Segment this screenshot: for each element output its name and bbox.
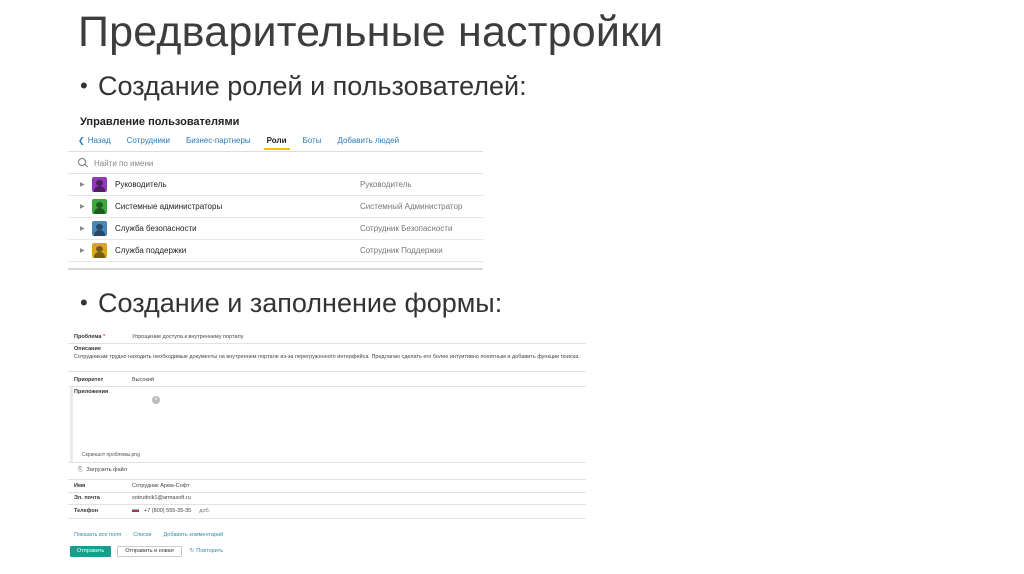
phone-number: +7 (800) 555-35-35 [144, 508, 192, 514]
priority-label: Приоритет [74, 377, 104, 383]
tab-business-partners[interactable]: Бизнес-партнеры [185, 136, 251, 145]
row-divider [68, 343, 586, 344]
problem-label-text: Проблема [74, 334, 102, 340]
phone-ext: доб. [199, 508, 211, 514]
tab-roles[interactable]: Роли [267, 135, 287, 150]
row-divider [68, 462, 586, 463]
user-management-tabs [78, 135, 415, 150]
expand-arrow-icon[interactable]: ▶ [80, 182, 85, 188]
upload-file-button[interactable] [78, 467, 127, 474]
role-row[interactable] [68, 196, 483, 218]
row-divider [68, 371, 586, 372]
bullet-form-text: Создание и заполнение формы: [98, 288, 503, 318]
bullet-form [80, 288, 502, 319]
bullet-dot: • [80, 290, 88, 315]
bullet-roles [80, 71, 527, 102]
attachments-label: Приложения [74, 389, 109, 395]
upload-label: Загрузить файл [86, 467, 127, 473]
role-title: Сотрудник Поддержки [360, 246, 443, 255]
search-field[interactable] [78, 155, 473, 171]
back-link[interactable] [78, 135, 111, 150]
role-name: Служба поддержки [115, 246, 187, 255]
search-icon [78, 158, 88, 168]
phone-label: Телефон [74, 508, 99, 514]
bullet-dot: • [80, 73, 88, 98]
user-management-panel [68, 110, 483, 270]
remove-attachment-icon[interactable]: × [152, 396, 160, 404]
panel-bottom-border [68, 268, 483, 270]
row-divider [68, 518, 586, 519]
phone-input[interactable] [132, 508, 210, 514]
row-divider [68, 492, 586, 493]
expand-arrow-icon[interactable]: ▶ [80, 204, 85, 210]
submit-button[interactable]: Отправить [70, 546, 111, 557]
lists-link[interactable]: Списки [133, 532, 152, 538]
tab-employees[interactable]: Сотрудники [126, 136, 170, 145]
row-divider [68, 504, 586, 505]
expand-arrow-icon[interactable]: ▶ [80, 248, 85, 254]
role-row[interactable] [68, 218, 483, 240]
tab-bots[interactable]: Боты [302, 136, 322, 145]
role-group-icon [92, 177, 107, 192]
slide-title: Предварительные настройки [78, 8, 664, 56]
expand-arrow-icon[interactable]: ▶ [80, 226, 85, 232]
attachment-area [70, 387, 73, 463]
add-comment-link[interactable]: Добавить комментарий [163, 532, 224, 538]
roles-list [68, 174, 483, 262]
description-textarea[interactable]: Сотрудникам трудно находить необходимые документы на внутреннем портале из-за перегруженного интерфейса. Предлагаю сделать его более интуитивно понятным и добавить функции поиска. [74, 354, 580, 360]
user-management-title: Управление пользователями [80, 116, 240, 128]
name-label: Имя [74, 483, 86, 489]
submit-and-new-button[interactable]: Отправить и новая [117, 546, 181, 557]
chevron-left-icon: ❮ [78, 136, 85, 145]
attachment-filename[interactable]: Скриншот проблемы.png [82, 452, 140, 458]
row-divider [68, 479, 586, 480]
role-group-icon [92, 199, 107, 214]
role-name: Служба безопасности [115, 224, 197, 233]
priority-select[interactable]: Высокий [132, 377, 155, 383]
email-label: Эл. почта [74, 495, 100, 501]
request-form [68, 328, 586, 564]
name-input[interactable]: Сотрудник Арма-Софт [132, 483, 190, 489]
repeat-button[interactable] [188, 546, 225, 557]
problem-input[interactable]: Упрощение доступа к внутреннему порталу [132, 334, 244, 340]
required-mark: * [102, 334, 106, 340]
repeat-icon: ↻ [189, 548, 195, 554]
form-links [74, 532, 235, 538]
search-placeholder: Найти по имени [94, 158, 154, 168]
paperclip-icon: ⎘ [78, 467, 83, 473]
email-input[interactable]: sotrudnik1@armasoft.ru [132, 495, 191, 501]
role-title: Руководитель [360, 180, 412, 189]
role-name: Руководитель [115, 180, 167, 189]
form-actions [70, 546, 231, 557]
show-all-fields-link[interactable]: Показать все поля [74, 532, 122, 538]
role-group-icon [92, 243, 107, 258]
role-title: Системный Администратор [360, 202, 463, 211]
repeat-label: Повторить [196, 548, 224, 554]
bullet-roles-text: Создание ролей и пользователей: [98, 71, 527, 101]
role-title: Сотрудник Безопасности [360, 224, 453, 233]
description-label: Описание [74, 346, 101, 352]
role-row[interactable] [68, 240, 483, 262]
role-row[interactable] [68, 174, 483, 196]
problem-label [74, 334, 105, 340]
back-label: Назад [87, 136, 111, 145]
role-group-icon [92, 221, 107, 236]
row-divider [68, 386, 586, 387]
tab-add-people[interactable]: Добавить людей [337, 136, 400, 145]
tabs-divider [68, 151, 483, 152]
role-name: Системные администраторы [115, 202, 223, 211]
flag-icon[interactable] [132, 508, 139, 512]
